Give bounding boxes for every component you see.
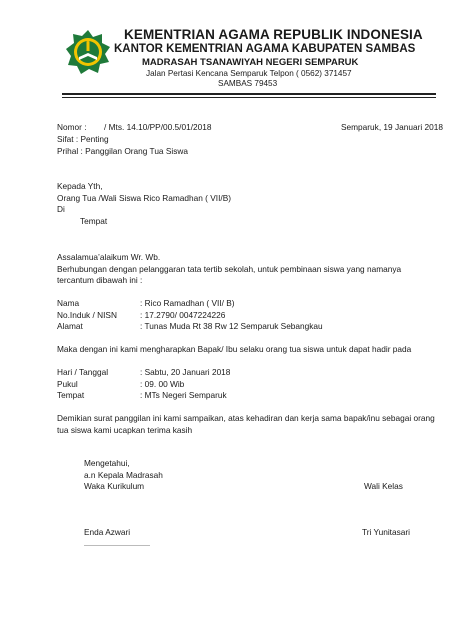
student-value-name: : Rico Ramadhan ( VII/ B) [140, 298, 235, 308]
known-by: Mengetahui, [84, 458, 130, 468]
recipient-line-1: Kepada Yth, [57, 181, 103, 191]
closing-line-2: tua siswa kami ucapkan terima kasih [57, 425, 193, 435]
right-signer-title: Wali Kelas [364, 481, 403, 491]
intro-line-1: Berhubungan dengan pelanggaran tata tertib sekolah, untuk pembinaan siswa yang namanya [57, 264, 402, 274]
left-signer-name: Enda Azwari [84, 527, 131, 537]
recipient-line-3: Di [57, 204, 65, 214]
left-signer-title: Waka Kurikulum [84, 481, 145, 491]
request-line: Maka dengan ini kami mengharapkan Bapak/ Ibu selaku orang tua siswa untuk dapat hadir pada [57, 344, 412, 354]
schedule-label-day: Hari / Tanggal [57, 367, 109, 377]
signature-underline [84, 545, 150, 546]
letterhead-ministry: KEMENTRIAN AGAMA REPUBLIK INDONESIA [124, 27, 423, 42]
student-label-name: Nama [57, 298, 80, 308]
student-value-nisn: : 17.2790/ 0047224226 [140, 310, 226, 320]
schedule-value-place: : MTs Negeri Semparuk [140, 390, 227, 400]
letterhead-rule-thin [62, 97, 436, 98]
student-label-address: Alamat [57, 321, 83, 331]
nomor-label: Nomor : [57, 122, 87, 132]
right-signer-name: Tri Yunitasari [362, 527, 410, 537]
place-date: Semparuk, 19 Januari 2018 [341, 122, 443, 132]
letterhead-office: KANTOR KEMENTRIAN AGAMA KABUPATEN SAMBAS [114, 43, 416, 55]
schedule-value-day: : Sabtu, 20 Januari 2018 [140, 367, 231, 377]
letterhead-rule-thick [62, 93, 436, 95]
greeting: Assalamua’alaikum Wr. Wb. [57, 252, 161, 262]
prihal-line: Prihal : Panggilan Orang Tua Siswa [57, 146, 188, 156]
kemenag-logo [65, 29, 111, 75]
closing-line-1: Demikian surat panggilan ini kami sampaikan, atas kehadiran dan kerja sama bapak/inu sebagai orang [57, 413, 435, 423]
schedule-label-place: Tempat [57, 390, 85, 400]
student-value-address: : Tunas Muda Rt 38 Rw 12 Semparuk Sebangkau [140, 321, 323, 331]
letterhead-school: MADRASAH TSANAWIYAH NEGERI SEMPARUK [142, 57, 359, 68]
nomor-value: / Mts. 14.10/PP/00.5/01/2018 [104, 122, 212, 132]
on-behalf: a.n Kepala Madrasah [84, 470, 163, 480]
recipient-line-4: Tempat [80, 216, 108, 226]
recipient-line-2: Orang Tua /Wali Siswa Rico Ramadhan ( VII/B) [57, 193, 231, 203]
letterhead-city: SAMBAS 79453 [218, 79, 278, 88]
student-label-nisn: No.Induk / NISN [57, 310, 117, 320]
schedule-label-time: Pukul [57, 379, 78, 389]
schedule-value-time: : 09. 00 Wib [140, 379, 185, 389]
intro-line-2: tercantum dibawah ini : [57, 275, 143, 285]
sifat-line: Sifat : Penting [57, 134, 109, 144]
letterhead-address: Jalan Pertasi Kencana Semparuk Telpon ( 0562) 371457 [146, 69, 352, 78]
